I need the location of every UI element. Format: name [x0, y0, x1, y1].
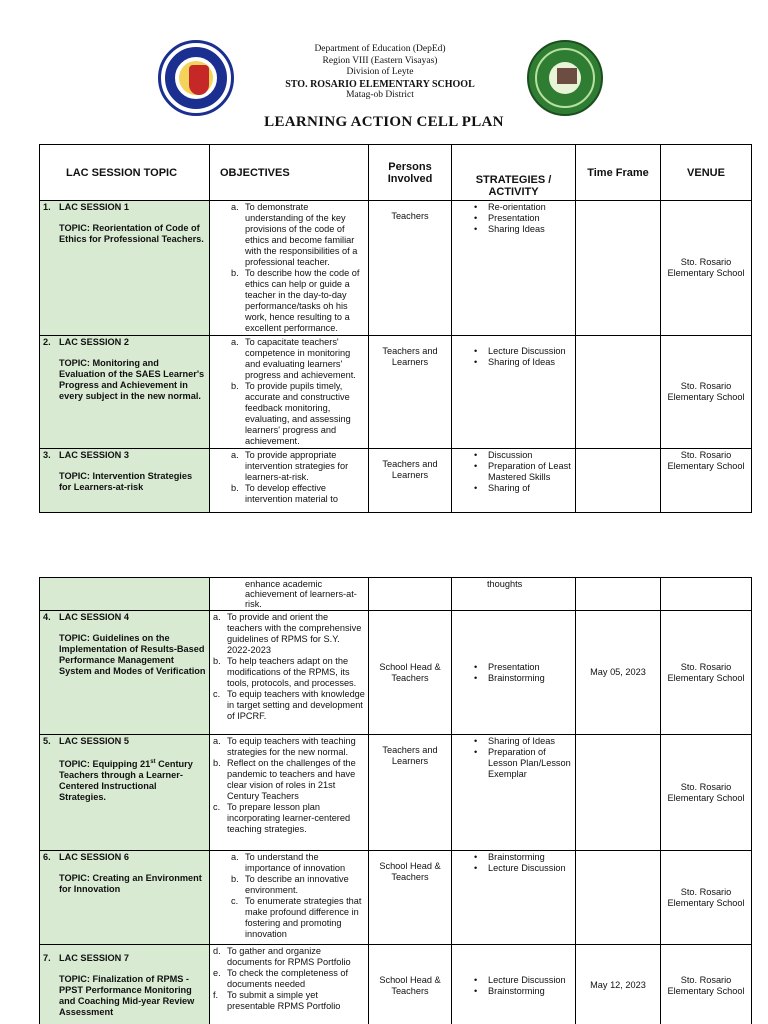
objectives-cell	[210, 945, 369, 1024]
session-topic: TOPIC: Equipping 21st Century Teachers through a Learner-Centered Instructional Strategies.	[59, 759, 193, 803]
strategies-cell	[452, 735, 576, 851]
session-topic-cell	[40, 945, 210, 1024]
strategy-item: • Preparation of Least Mastered Skills	[455, 461, 572, 483]
objective-item: a. To equip teachers with teaching strategies for the new normal.	[213, 736, 356, 757]
objectives-continuation: enhance academic achievement of learners-at-risk.	[210, 578, 369, 611]
objective-item: b. To help teachers adapt on the modifications of the RPMS, its tools, protocols, and processes.	[213, 656, 357, 688]
document-title: LEARNING ACTION CELL PLAN	[264, 114, 504, 130]
objectives-cell	[210, 201, 369, 336]
col-header-topic: LAC SESSION TOPIC	[40, 145, 210, 201]
table-row	[40, 449, 752, 513]
persons-cell: School Head & Teachers	[369, 945, 452, 1024]
persons-cell	[369, 578, 452, 611]
time-frame-cell	[576, 735, 661, 851]
venue-cell: Sto. Rosario Elementary School	[661, 735, 752, 851]
persons-cell: Teachers and Learners	[369, 735, 452, 851]
col-header-persons: Persons Involved	[369, 145, 452, 201]
objectives-cell	[210, 851, 369, 945]
session-number: 4.	[43, 612, 51, 622]
objective-item: a. To provide and orient the teachers with the comprehensive guidelines of RPMS for S.Y. 2022-2023	[213, 612, 362, 655]
persons-cell: Teachers and Learners	[369, 449, 452, 513]
strategies-cell	[452, 449, 576, 513]
session-label: LAC SESSION 5	[59, 736, 129, 746]
strategy-item: • Brainstorming	[455, 986, 572, 997]
strategy-item: • Sharing of Ideas	[455, 357, 572, 368]
strategies-cell	[452, 201, 576, 336]
session-label: LAC SESSION 3	[59, 450, 129, 460]
objective-item: a. To provide appropriate intervention strategies for learners-at-risk.	[231, 450, 349, 482]
persons-cell: Teachers	[369, 201, 452, 336]
objectives-cell	[210, 735, 369, 851]
venue-cell	[661, 578, 752, 611]
objective-item: a. To capacitate teachers' competence in monitoring and evaluating learners' progress and achievement.	[231, 337, 356, 380]
session-topic: TOPIC: Intervention Strategies for Learners-at-risk	[59, 471, 193, 492]
time-frame-cell: May 05, 2023	[576, 611, 661, 735]
session-topic-cell	[40, 735, 210, 851]
col-header-strategies: STRATEGIES / ACTIVITY	[452, 145, 576, 201]
objectives-cell	[210, 449, 369, 513]
time-frame-cell	[576, 851, 661, 945]
strategy-item: • Lecture Discussion	[455, 863, 572, 874]
strategy-item: • Discussion	[455, 450, 572, 461]
time-frame-cell	[576, 336, 661, 449]
session-number: 7.	[43, 953, 51, 963]
objective-item: a. To understand the importance of innovation	[231, 852, 346, 873]
session-number: 5.	[43, 736, 51, 746]
strategies-cell	[452, 611, 576, 735]
session-number: 3.	[43, 450, 51, 460]
header-line-2: Region VIII (Eastern Visayas)	[322, 55, 438, 66]
objective-item: b. To describe an innovative environment.	[231, 874, 349, 895]
objective-item: b. Reflect on the challenges of the pandemic to teachers and have clear vision of roles in 21st Century Teachers	[213, 758, 356, 801]
session-topic-cell	[40, 578, 210, 611]
objective-item: c. To equip teachers with knowledge in target setting and development of IPCRF.	[213, 689, 365, 721]
venue-cell: Sto. Rosario Elementary School	[661, 201, 752, 336]
session-topic-cell	[40, 449, 210, 513]
objectives-cell	[210, 336, 369, 449]
strategy-item: • Brainstorming	[455, 673, 572, 684]
session-topic-cell	[40, 611, 210, 735]
school-seal-icon	[527, 40, 603, 116]
lac-plan-table-page-1	[39, 144, 752, 513]
strategy-item: • Presentation	[455, 213, 572, 224]
session-topic: TOPIC: Reorientation of Code of Ethics for Professional Teachers.	[59, 223, 204, 244]
table-row	[40, 851, 752, 945]
strategies-cell	[452, 336, 576, 449]
strategy-item: • Sharing of	[455, 483, 572, 494]
strategy-item: • Preparation of Lesson Plan/Lesson Exemplar	[455, 747, 572, 780]
objective-item: f. To submit a simple yet presentable RPMS Portfolio	[213, 990, 341, 1011]
objective-item: a. To demonstrate understanding of the key provisions of the code of ethics and become familiar with the responsibilities of a professional teacher.	[231, 202, 358, 267]
session-topic-cell	[40, 851, 210, 945]
session-topic: TOPIC: Creating an Environment for Innovation	[59, 873, 202, 894]
persons-cell: Teachers and Learners	[369, 336, 452, 449]
school-name: STO. ROSARIO ELEMENTARY SCHOOL	[285, 78, 475, 90]
strategy-item: • Re-orientation	[455, 202, 572, 213]
persons-cell: School Head & Teachers	[369, 611, 452, 735]
persons-cell: School Head & Teachers	[369, 851, 452, 945]
deped-seal-icon	[158, 40, 234, 116]
col-header-objectives: OBJECTIVES	[210, 145, 369, 201]
strategy-item: • Sharing of Ideas	[455, 736, 572, 747]
table-row	[40, 945, 752, 1024]
table-row	[40, 735, 752, 851]
strategy-item: • Sharing Ideas	[455, 224, 572, 235]
session-label: LAC SESSION 2	[59, 337, 129, 347]
district-name: Matag-ob District	[346, 90, 414, 100]
session-label: LAC SESSION 6	[59, 852, 129, 862]
session-topic-cell	[40, 336, 210, 449]
session-topic: TOPIC: Monitoring and Evaluation of the SAES Learner's Progress and Achievement in every subject in the new normal.	[59, 358, 205, 401]
header-line-1: Department of Education (DepEd)	[314, 44, 446, 54]
objective-item: b. To develop effective intervention material to	[231, 483, 338, 504]
col-header-venue: VENUE	[661, 145, 752, 201]
session-topic: TOPIC: Finalization of RPMS - PPST Performance Monitoring and Coaching Mid-year Review Assessment	[59, 974, 195, 1017]
table-row	[40, 611, 752, 735]
session-number: 6.	[43, 852, 51, 862]
strategies-cell	[452, 851, 576, 945]
session-topic: TOPIC: Guidelines on the Implementation of Results-Based Performance Management System and Modes of Verification	[59, 633, 206, 676]
strategy-item: • Lecture Discussion	[455, 975, 572, 986]
session-topic-cell	[40, 201, 210, 336]
time-frame-cell: May 12, 2023	[576, 945, 661, 1024]
header-address	[250, 44, 510, 102]
objective-item: e. To check the completeness of documents needed	[213, 968, 349, 989]
venue-cell: Sto. Rosario Elementary School	[661, 336, 752, 449]
venue-cell: Sto. Rosario Elementary School	[661, 611, 752, 735]
session-label: LAC SESSION 1	[59, 202, 129, 212]
strategies-cell	[452, 945, 576, 1024]
session-label: LAC SESSION 4	[59, 612, 129, 622]
objective-item: b. To provide pupils timely, accurate and constructive feedback monitoring, evaluating, and assessing learners' progress and achievement.	[231, 381, 351, 446]
strategies-continuation: thoughts	[452, 578, 576, 611]
strategy-item: • Brainstorming	[455, 852, 572, 863]
table-row	[40, 336, 752, 449]
objective-item: c. To enumerate strategies that make profound difference in fostering and promoting innovation	[231, 896, 362, 939]
objective-item: c. To prepare lesson plan incorporating learner-centered teaching strategies.	[213, 802, 351, 834]
document-header	[0, 38, 768, 148]
lac-plan-table-page-2	[39, 577, 752, 1024]
venue-cell: Sto. Rosario Elementary School	[661, 851, 752, 945]
table-row	[40, 201, 752, 336]
objective-item: d. To gather and organize documents for RPMS Portfolio	[213, 946, 351, 967]
table-row	[40, 578, 752, 611]
session-label: LAC SESSION 7	[59, 953, 129, 963]
time-frame-cell	[576, 449, 661, 513]
venue-cell: Sto. Rosario Elementary School	[661, 945, 752, 1024]
header-line-3: Division of Leyte	[346, 67, 414, 77]
time-frame-cell	[576, 201, 661, 336]
col-header-time: Time Frame	[576, 145, 661, 201]
session-number: 1.	[43, 202, 51, 212]
time-frame-cell	[576, 578, 661, 611]
venue-cell: Sto. Rosario Elementary School	[661, 449, 752, 513]
strategy-item: • Presentation	[455, 662, 572, 673]
objective-item: b. To describe how the code of ethics can help or guide a teacher in the day-to-day performance/tasks oh his work, hence resulting to a excellent performance.	[231, 268, 360, 333]
strategy-item: • Lecture Discussion	[455, 346, 572, 357]
objectives-cell	[210, 611, 369, 735]
session-number: 2.	[43, 337, 51, 347]
